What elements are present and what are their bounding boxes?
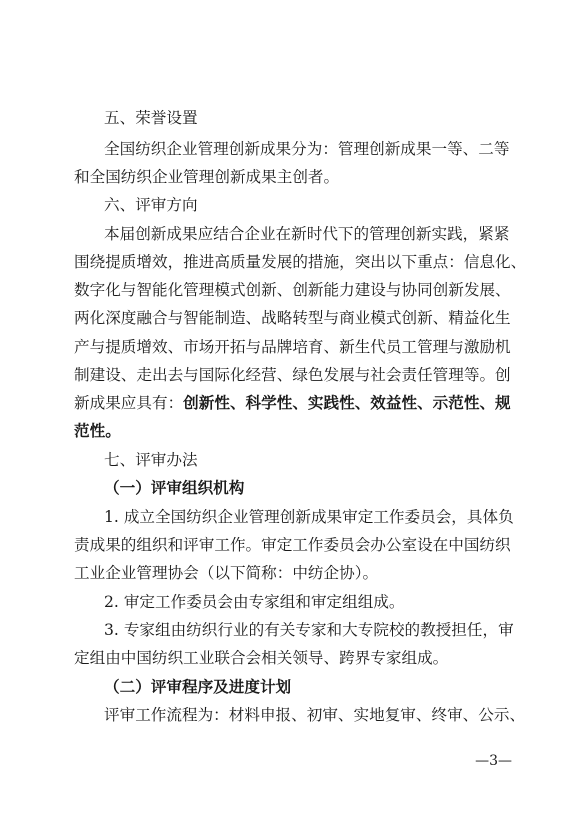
section-heading-direction: 六、评审方向 <box>104 196 198 214</box>
paragraph-line: 本届创新成果应结合企业在新时代下的管理创新实践，紧紧 <box>104 225 510 243</box>
subsection-heading-procedure: （二）评审程序及进度计划 <box>104 677 292 696</box>
section-heading-honor: 五、荣誉设置 <box>104 109 198 127</box>
paragraph-line: 定组由中国纺织工业联合会相关领导、跨界专家组成。 <box>74 649 449 667</box>
paragraph-line: 制建设、走出去与国际化经营、绿色发展与社会责任管理等。创 <box>74 366 511 384</box>
emphasis-text: 范性。 <box>74 421 121 440</box>
page-number: —3— <box>475 753 512 769</box>
paragraph-line: 责成果的组织和评审工作。审定工作委员会办公室设在中国纺织 <box>74 536 511 554</box>
paragraph-line: 产与提质增效、市场开拓与品牌培育、新生代员工管理与激励机 <box>74 338 511 356</box>
emphasis-text: 创新性、科学性、实践性、效益性、示范性、规 <box>183 393 511 412</box>
paragraph-line: 工业企业管理协会（以下简称：中纺企协）。 <box>74 564 379 582</box>
paragraph-line: 评审工作流程为：材料申报、初审、实地复审、终审、公示、 <box>104 706 526 724</box>
paragraph-line: 3. 专家组由纺织行业的有关专家和大专院校的教授担任，审 <box>104 621 514 639</box>
paragraph-line: 围绕提质增效，推进高质量发展的措施，突出以下重点：信息化、 <box>74 253 527 271</box>
paragraph-line: 和全国纺织企业管理创新成果主创者。 <box>74 168 340 186</box>
paragraph-text: 新成果应具有： <box>74 394 184 412</box>
paragraph-line: 数字化与智能化管理模式创新、创新能力建设与协同创新发展、 <box>74 281 511 299</box>
paragraph-line: 2. 审定工作委员会由专家组和审定组组成。 <box>104 593 405 611</box>
paragraph-line <box>74 393 514 413</box>
paragraph-line: 全国纺织企业管理创新成果分为：管理创新成果一等、二等 <box>104 140 510 158</box>
paragraph-line: 两化深度融合与智能制造、战略转型与商业模式创新、精益化生 <box>74 309 511 327</box>
section-heading-method: 七、评审办法 <box>104 451 198 469</box>
paragraph-line: 1. 成立全国纺织企业管理创新成果审定工作委员会，具体负 <box>104 508 514 526</box>
subsection-heading-organization: （一）评审组织机构 <box>104 478 245 497</box>
